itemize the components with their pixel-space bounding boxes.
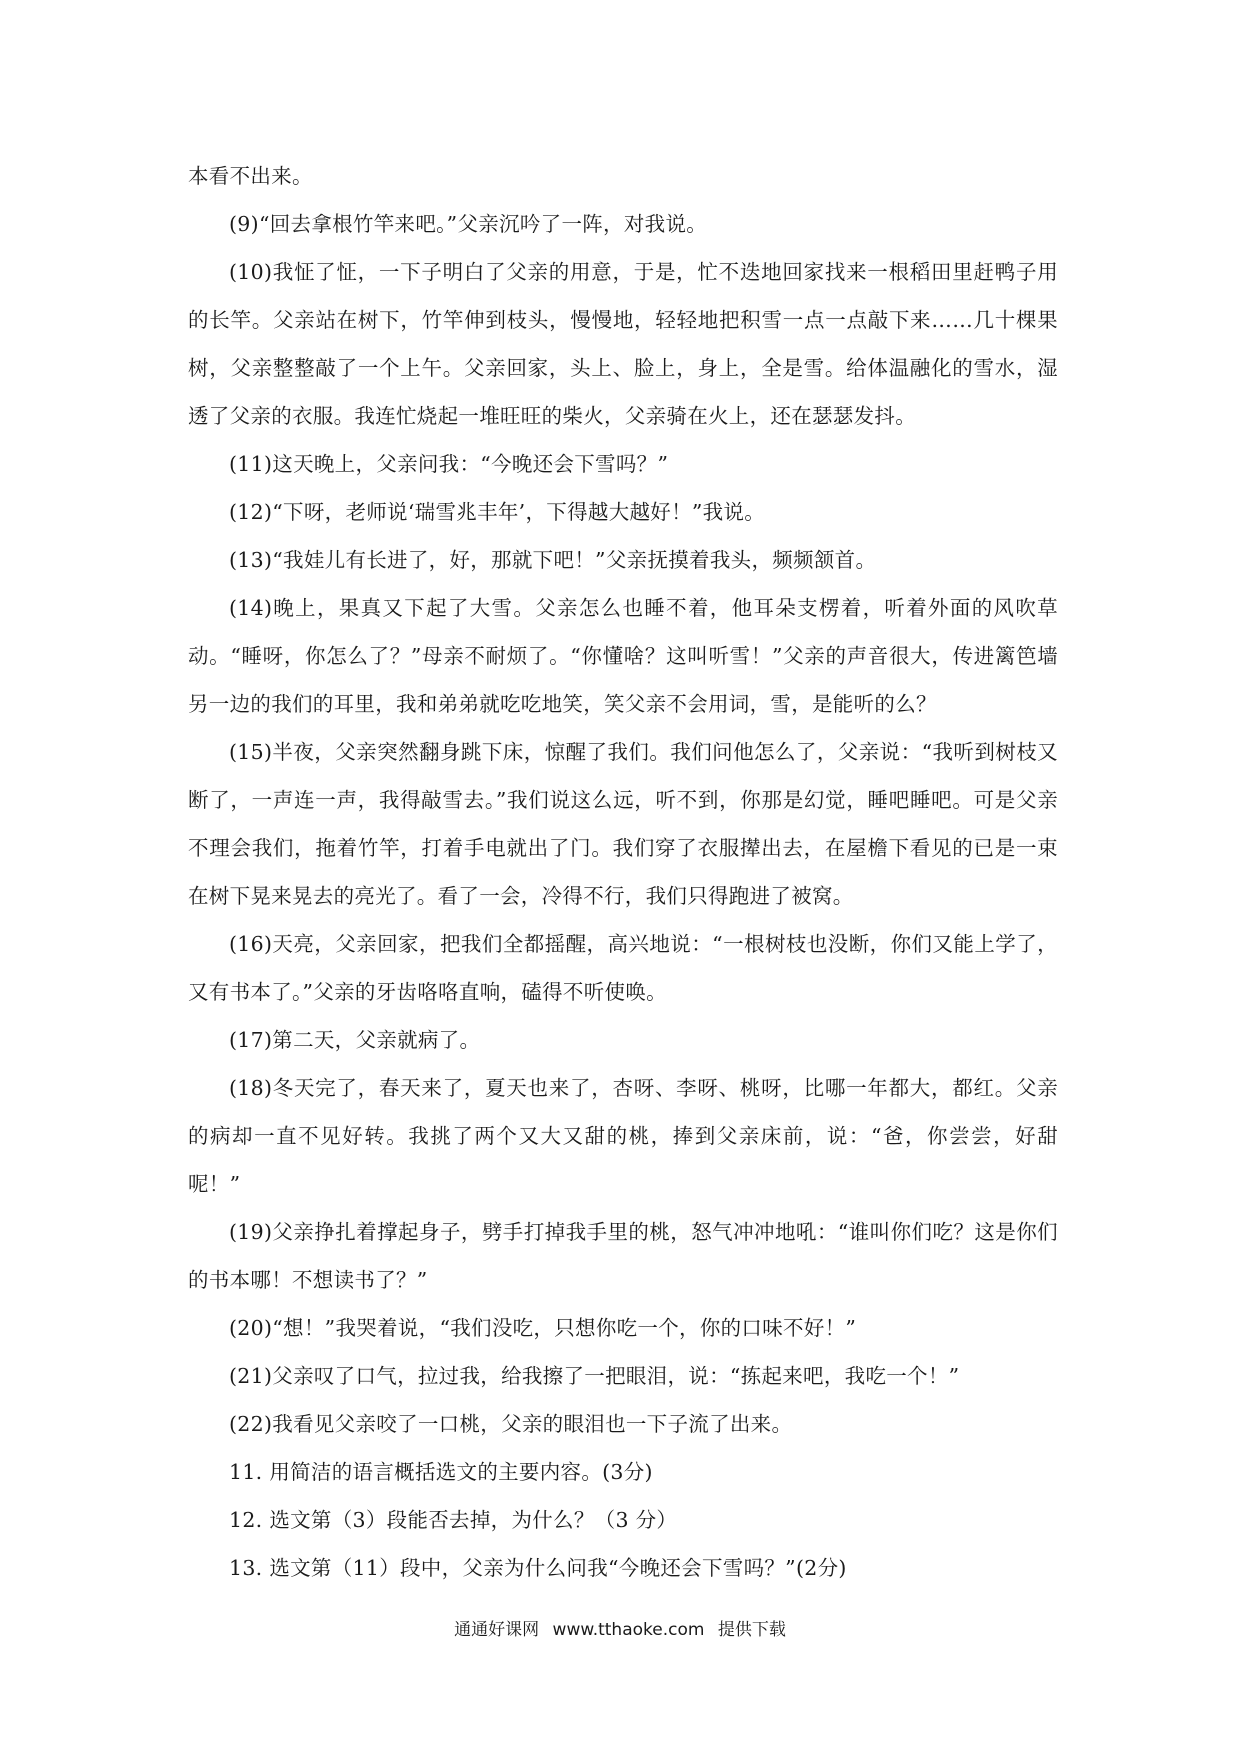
paragraph-9: (9)“回去拿根竹竿来吧。”父亲沉吟了一阵，对我说。: [229, 212, 708, 236]
paragraph-20: (20)“想！”我哭着说，“我们没吃，只想你吃一个，你的口味不好！”: [229, 1316, 857, 1340]
paragraph-15: (15)半夜，父亲突然翻身跳下床，惊醒了我们。我们问他怎么了，父亲说：“我听到树枝又断了，一声连一声，我得敲雪去。”我们说这么远，听不到，你那是幻觉，睡吧睡吧。可是父亲不理会我们，拖着竹竿，打着手电就出了门。我们穿了衣服撵出去，在屋檐下看见的已是一束在树下晃来晃去的亮光了。看了一会，冷得不行，我们只得跑进了被窝。: [188, 740, 1058, 908]
footer-url: www.tthaoke.com: [552, 1620, 705, 1640]
paragraph-11: (11)这天晚上，父亲问我：“今晚还会下雪吗？”: [229, 452, 669, 476]
question-11: 11. 用简洁的语言概括选文的主要内容。(3分): [229, 1460, 653, 1484]
paragraph-18: (18)冬天完了，春天来了，夏天也来了，杏呀、李呀、桃呀，比哪一年都大，都红。父亲的病却一直不见好转。我挑了两个又大又甜的桃，捧到父亲床前，说：“爸，你尝尝，好甜呢！”: [188, 1076, 1058, 1196]
article-body: [188, 152, 1058, 1592]
paragraph-14: (14)晚上，果真又下起了大雪。父亲怎么也睡不着，他耳朵支楞着，听着外面的风吹草动。“睡呀，你怎么了？”母亲不耐烦了。“你懂啥？这叫听雪！”父亲的声音很大，传进篱笆墙另一边的我们的耳里，我和弟弟就吃吃地笑，笑父亲不会用词，雪，是能听的么？: [188, 596, 1058, 716]
footer-suffix: 提供下载: [717, 1620, 786, 1640]
question-13: 13. 选文第（11）段中，父亲为什么问我“今晚还会下雪吗？”(2分): [229, 1556, 847, 1580]
paragraph-10: (10)我怔了怔，一下子明白了父亲的用意，于是，忙不迭地回家找来一根稻田里赶鸭子用的长竿。父亲站在树下，竹竿伸到枝头，慢慢地，轻轻地把积雪一点一点敲下来……几十棵果树，父亲整整敲了一个上午。父亲回家，头上、脸上，身上，全是雪。给体温融化的雪水，湿透了父亲的衣服。我连忙烧起一堆旺旺的柴火，父亲骑在火上，还在瑟瑟发抖。: [188, 260, 1058, 428]
paragraph-0: 本看不出来。: [188, 164, 313, 188]
footer-site-name: 通通好课网: [454, 1620, 540, 1640]
paragraph-17: (17)第二天，父亲就病了。: [229, 1028, 481, 1052]
paragraph-22: (22)我看见父亲咬了一口桃，父亲的眼泪也一下子流了出来。: [229, 1412, 793, 1436]
page-footer: [0, 1615, 1240, 1640]
paragraph-13: (13)“我娃儿有长进了，好，那就下吧！”父亲抚摸着我头，频频颔首。: [229, 548, 877, 572]
paragraph-19: (19)父亲挣扎着撑起身子，劈手打掉我手里的桃，怒气冲冲地吼：“谁叫你们吃？这是你们的书本哪！不想读书了？”: [188, 1220, 1058, 1292]
question-12: 12. 选文第（3）段能否去掉，为什么？（3 分）: [229, 1508, 678, 1532]
paragraph-21: (21)父亲叹了口气，拉过我，给我擦了一把眼泪，说：“拣起来吧，我吃一个！”: [229, 1364, 960, 1388]
paragraph-16: (16)天亮，父亲回家，把我们全都摇醒，高兴地说：“一根树枝也没断，你们又能上学了，又有书本了。”父亲的牙齿咯咯直响，磕得不听使唤。: [188, 932, 1058, 1004]
paragraph-12: (12)“下呀，老师说‘瑞雪兆丰年’，下得越大越好！”我说。: [229, 500, 766, 524]
